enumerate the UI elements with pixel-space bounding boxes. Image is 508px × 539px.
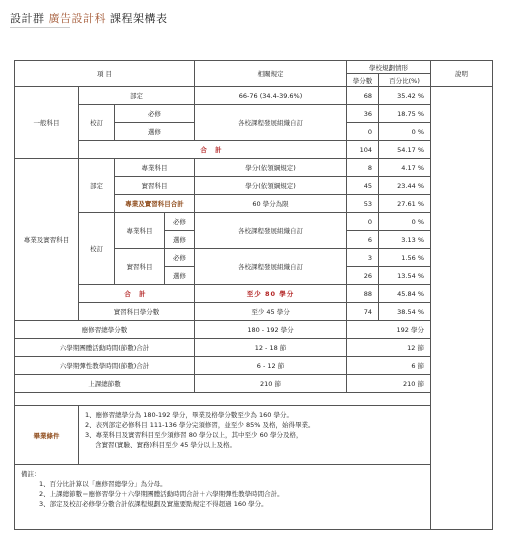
summary-label: 上課總節數 <box>15 375 195 393</box>
general-total-pct: 54.17 % <box>379 141 431 159</box>
header-remarks: 說明 <box>431 61 493 87</box>
school-prac-ele-credits: 26 <box>347 267 379 285</box>
summary-rule: 210 節 <box>195 375 347 393</box>
school-prac-elective: 選修 <box>165 267 195 285</box>
general-ministry-rule: 66-76 (34.4-39.6%) <box>195 87 347 105</box>
school-pro-ele-pct: 3.13 % <box>379 231 431 249</box>
header-item: 項 目 <box>15 61 195 87</box>
title-dept: 設計群 <box>10 12 45 25</box>
professional-total-rule: 至少 80 學分 <box>195 285 347 303</box>
remarks-cell <box>431 87 493 530</box>
ministry-total-label: 專業及實習科目合計 <box>115 195 195 213</box>
school-pro-req-pct: 0 % <box>379 213 431 231</box>
header-credits: 學分數 <box>347 74 379 87</box>
professional-total-label: 合 計 <box>79 285 195 303</box>
table-row <box>15 285 493 303</box>
note-line: 1、百分比計算以「應修習總學分」為分母。 <box>39 480 167 488</box>
prac-rule: 學分(依領綱規定) <box>195 177 347 195</box>
pro-subject: 專業科目 <box>115 159 195 177</box>
school-pro-req-credits: 0 <box>347 213 379 231</box>
summary-value: 210 節 <box>347 375 431 393</box>
header-related: 相關規定 <box>195 61 347 87</box>
prac-subject: 實習科目 <box>115 177 195 195</box>
page-title <box>10 10 168 26</box>
summary-rule: 180 - 192 學分 <box>195 321 347 339</box>
general-label: 一般科目 <box>15 87 79 159</box>
professional-label: 專業及實習科目 <box>15 159 79 321</box>
prac-total-rule: 至少 45 學分 <box>195 303 347 321</box>
table-row <box>15 159 493 177</box>
school-prac-req-credits: 3 <box>347 249 379 267</box>
graduation-row <box>15 406 493 465</box>
school-prac-rule: 各校課程發展組織自訂 <box>195 249 347 285</box>
notes-label: 備註： <box>21 470 41 478</box>
pro-rule: 學分(依領綱規定) <box>195 159 347 177</box>
school-prac: 實習科目 <box>115 249 165 285</box>
table-row <box>15 375 493 393</box>
title-program: 廣告設計科 <box>48 12 106 25</box>
summary-value: 12 節 <box>347 339 431 357</box>
graduation-line: 含實習(實驗、實務)科目至少 45 學分以上及格。 <box>95 441 236 449</box>
spacer-cell <box>15 393 431 406</box>
header-row <box>15 61 493 74</box>
table-row <box>15 105 493 123</box>
prac-total-pct: 38.54 % <box>379 303 431 321</box>
ministry-total-credits: 53 <box>347 195 379 213</box>
title-suffix: 課程架構表 <box>110 12 168 25</box>
professional-total-credits: 88 <box>347 285 379 303</box>
prac-pct: 23.44 % <box>379 177 431 195</box>
professional-total-pct: 45.84 % <box>379 285 431 303</box>
school-prac-ele-pct: 13.54 % <box>379 267 431 285</box>
table-row <box>15 321 493 339</box>
general-elective-credits: 0 <box>347 123 379 141</box>
school-pro-required: 必修 <box>165 213 195 231</box>
professional-ministry: 部定 <box>79 159 115 213</box>
summary-rule: 12 - 18 節 <box>195 339 347 357</box>
general-elective: 選修 <box>115 123 195 141</box>
summary-value: 192 學分 <box>347 321 431 339</box>
pro-credits: 8 <box>347 159 379 177</box>
general-ministry: 部定 <box>79 87 195 105</box>
school-prac-required: 必修 <box>165 249 195 267</box>
notes-block <box>15 465 493 530</box>
table-row <box>15 141 493 159</box>
title-underline <box>10 27 70 28</box>
note-line: 2、上課總節數＝應修習學分＋六學期團體活動時間合計＋六學期彈性教學時間合計。 <box>39 490 284 498</box>
general-ministry-pct: 35.42 % <box>379 87 431 105</box>
school-prac-req-pct: 1.56 % <box>379 249 431 267</box>
table-row <box>15 303 493 321</box>
spacer-row <box>15 393 493 406</box>
graduation-conditions <box>79 406 431 465</box>
table-row <box>15 213 493 231</box>
table-row <box>15 357 493 375</box>
professional-school: 校訂 <box>79 213 115 285</box>
header-school-plan: 學校規劃情形 <box>347 61 431 74</box>
ministry-total-pct: 27.61 % <box>379 195 431 213</box>
summary-label: 六學期彈性教學時間(節數)合計 <box>15 357 195 375</box>
header-percent: 百分比(%) <box>379 74 431 87</box>
summary-label: 應修習總學分數 <box>15 321 195 339</box>
summary-value: 6 節 <box>347 357 431 375</box>
prac-credits: 45 <box>347 177 379 195</box>
curriculum-table <box>14 60 493 530</box>
prac-total-credits: 74 <box>347 303 379 321</box>
general-required-credits: 36 <box>347 105 379 123</box>
prac-total-label: 實習科目學分數 <box>79 303 195 321</box>
general-required-pct: 18.75 % <box>379 105 431 123</box>
graduation-label: 畢業條件 <box>15 406 79 465</box>
school-pro: 專業科目 <box>115 213 165 249</box>
school-pro-ele-credits: 6 <box>347 231 379 249</box>
table-row <box>15 87 493 105</box>
general-school: 校訂 <box>79 105 115 141</box>
general-ministry-credits: 68 <box>347 87 379 105</box>
graduation-line: 3、專業科目及實習科目至少須修習 80 學分以上，其中至少 60 學分及格， <box>85 431 303 439</box>
school-pro-rule: 各校課程發展組織自訂 <box>195 213 347 249</box>
pro-pct: 4.17 % <box>379 159 431 177</box>
general-required: 必修 <box>115 105 195 123</box>
table-row <box>15 339 493 357</box>
general-elective-pct: 0 % <box>379 123 431 141</box>
summary-rule: 6 - 12 節 <box>195 357 347 375</box>
general-total-credits: 104 <box>347 141 379 159</box>
graduation-line: 2、表列部定必修科目 111-136 學分完須修習，並至少 85% 及格，始得畢業。 <box>85 421 315 429</box>
summary-label: 六學期團體活動時間(節數)合計 <box>15 339 195 357</box>
graduation-line: 1、應修習總學分為 180-192 學分，畢業及格學分數至少為 160 學分。 <box>85 411 293 419</box>
general-school-rule: 各校課程發展組織自訂 <box>195 105 347 141</box>
school-pro-elective: 選修 <box>165 231 195 249</box>
notes-row <box>15 465 493 530</box>
note-line: 3、部定及校訂必修學分數合計依課程規劃及實施要點規定不得超過 160 學分。 <box>39 500 268 508</box>
general-total-label: 合 計 <box>79 141 347 159</box>
ministry-total-rule: 60 學分為限 <box>195 195 347 213</box>
